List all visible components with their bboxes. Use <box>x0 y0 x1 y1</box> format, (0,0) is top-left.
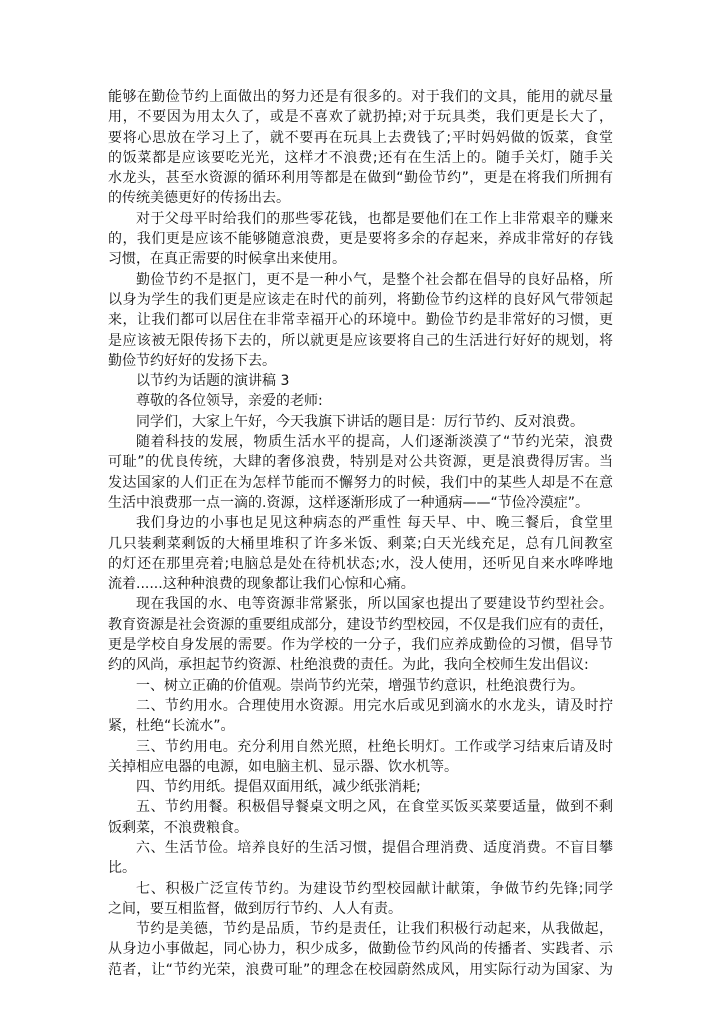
text-line: 四、节约用纸。提倡双面用纸，减少纸张消耗; <box>136 779 421 796</box>
paragraph <box>108 432 613 513</box>
text-line: 同学们，大家上午好，今天我旗下讲话的题目是：厉行节约、反对浪费。 <box>136 413 584 430</box>
text-line: 水龙头，甚至水资源的循环利用等都是在做到“勤俭节约”，更是在将我们所拥有 <box>108 170 613 187</box>
text-line: 用，不要因为用太久了，或是不喜欢了就扔掉;对于玩具类，我们更是长大了， <box>108 109 613 126</box>
text-line: 教育资源是社会资源的重要组成部分，建设节约型校园，不仅是我们应有的责任， <box>108 616 613 633</box>
text-line: 的传统美德更好的传扬出去。 <box>108 190 290 207</box>
text-line: 以节约为话题的演讲稿 3 <box>136 373 290 390</box>
text-line: 现在我国的水、电等资源非常紧张，所以国家也提出了要建设节约型社会。 <box>136 596 613 613</box>
paragraph <box>108 879 613 920</box>
text-line: 可耻”的优良传统，大肆的奢侈浪费，特别是对公共资源，更是浪费得厉害。当 <box>108 454 613 471</box>
paragraph <box>108 696 613 737</box>
paragraph <box>108 919 613 980</box>
paragraph <box>108 391 613 411</box>
paragraph <box>108 838 613 879</box>
text-line: 七、积极广泛宣传节约。为建设节约型校园献计献策，争做节约先锋;同学 <box>136 880 613 897</box>
paragraph <box>108 209 613 270</box>
paragraph <box>108 676 613 696</box>
paragraph <box>108 594 613 675</box>
text-line: 比。 <box>108 860 136 877</box>
text-line: 的灯还在那里亮着;电脑总是处在待机状态;水，没人使用，还听见自来水哗哗地 <box>108 555 613 572</box>
text-line: 是应该被无限传扬下去的，所以就更是应该要将自己的生活进行好好的规划，将 <box>108 332 613 349</box>
text-line: 对于父母平时给我们的那些零花钱，也都是要他们在工作上非常艰辛的赚来 <box>136 210 613 227</box>
text-line: 习惯，在真正需要的时候拿出来使用。 <box>108 251 346 268</box>
text-line: 五、节约用餐。积极倡导餐桌文明之风，在食堂买饭买菜要适量，做到不剩 <box>136 799 613 816</box>
text-line: 能够在勤俭节约上面做出的努力还是有很多的。对于我们的文具，能用的就尽量 <box>108 89 613 105</box>
text-line: 要将心思放在学习上了，就不要再在玩具上去费钱了;平时妈妈做的饭菜，食堂 <box>108 129 613 146</box>
text-line: 尊敬的各位领导，亲爱的老师: <box>136 393 323 410</box>
paragraph <box>108 87 613 209</box>
text-line: 勤俭节约不是抠门，更不是一种小气，是整个社会都在倡导的良好品格，所 <box>136 271 613 288</box>
text-line: 随着科技的发展，物质生活水平的提高，人们逐渐淡漠了“节约光荣，浪费 <box>136 434 613 451</box>
paragraph <box>108 737 613 778</box>
text-line: 几只装剩菜剩饭的大桶里堆积了许多米饭、剩菜;白天光线充足，总有几间教室 <box>108 535 613 552</box>
text-line: 节约是美德，节约是品质，节约是责任，让我们积极行动起来，从我做起， <box>136 921 613 938</box>
text-line: 关掉相应电器的电源，如电脑主机、显示器、饮水机等。 <box>108 758 458 775</box>
text-line: 的，我们更是应该不能够随意浪费，更是要将多余的存起来，养成非常好的存钱 <box>108 231 613 248</box>
text-line: 发达国家的人们正在为怎样节能而不懈努力的时候，我们中的某些人却是不在意 <box>108 474 613 491</box>
text-line: 以身为学生的我们更是应该走在时代的前列，将勤俭节约这样的良好风气带领起 <box>108 291 613 308</box>
text-line: 从身边小事做起，同心协力，积少成多，做勤俭节约风尚的传播者、实践者、示 <box>108 941 613 958</box>
text-line: 饭剩菜，不浪费粮食。 <box>108 819 248 836</box>
text-line: 生活中浪费那一点一滴的.资源，这样逐渐形成了一种通病——“节俭冷漠症”。 <box>108 494 589 511</box>
text-line: 六、生活节俭。培养良好的生活习惯，提倡合理消费、适度消费。不盲目攀 <box>136 839 613 856</box>
paragraph <box>108 412 613 432</box>
paragraph <box>108 777 613 797</box>
text-line: 约的风尚，承担起节约资源、杜绝浪费的责任。为此，我向全校师生发出倡议: <box>108 657 589 674</box>
text-line: 来，让我们都可以居住在非常幸福开心的环境中。勤俭节约是非常好的习惯，更 <box>108 312 613 329</box>
paragraph <box>108 371 613 391</box>
text-line: 更是学校自身发展的需要。作为学校的一分子，我们应养成勤俭的习惯，倡导节 <box>108 637 613 654</box>
text-line: 范者，让“节约光荣，浪费可耻”的理念在校园蔚然成风，用实际行动为国家、为 <box>108 961 613 978</box>
text-line: 三、节约用电。充分利用自然光照，杜绝长明灯。工作或学习结束后请及时 <box>136 738 613 755</box>
text-line: 紧，杜绝“长流水”。 <box>108 718 235 735</box>
paragraph <box>108 270 613 371</box>
text-line: 二、节约用水。合理使用水资源。用完水后或见到滴水的水龙头，请及时拧 <box>136 697 613 714</box>
text-line: 我们身边的小事也足见这种病态的严重性 每天早、中、晚三餐后，食堂里 <box>136 515 613 532</box>
document-body <box>108 87 613 980</box>
paragraph <box>108 797 613 838</box>
text-line: 之间，要互相监督，做到厉行节约、人人有责。 <box>108 900 402 917</box>
text-line: 一、树立正确的价值观。崇尚节约光荣，增强节约意识，杜绝浪费行为。 <box>136 677 584 694</box>
text-line: 流着......这种种浪费的现象都让我们心惊和心痛。 <box>108 576 415 593</box>
text-line: 的饭菜都是应该要吃光光，这样才不浪费;还有在生活上的。随手关灯，随手关 <box>108 149 613 166</box>
text-line: 勤俭节约好好的发扬下去。 <box>108 352 276 369</box>
paragraph <box>108 513 613 594</box>
